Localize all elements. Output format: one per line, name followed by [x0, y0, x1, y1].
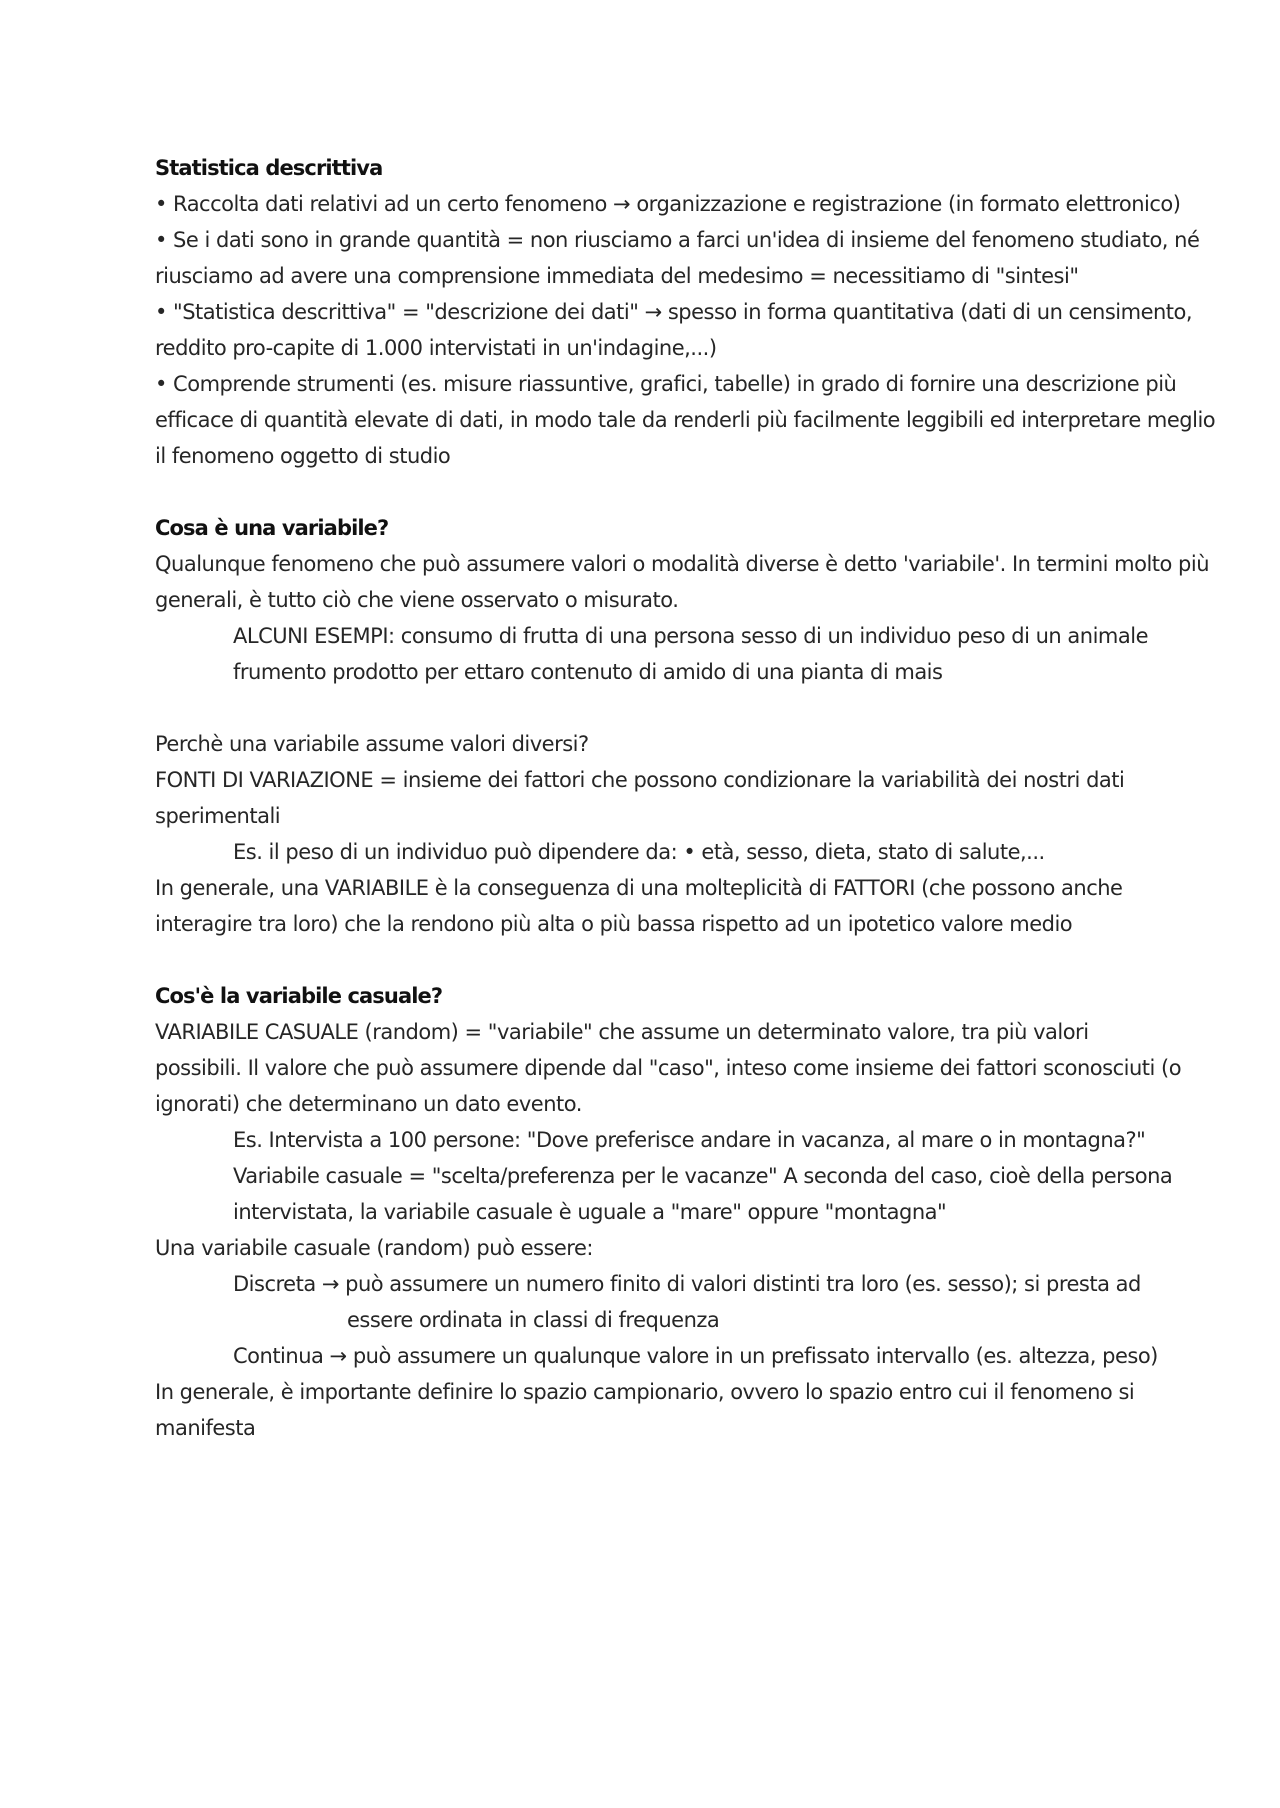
text-line: generali, è tutto ciò che viene osservato o misurato. [155, 588, 679, 612]
heading-variabile-casuale: Cos'è la variabile casuale? [155, 984, 443, 1008]
type-discreta-continued: essere ordinata in classi di frequenza [347, 1308, 720, 1332]
text-line: riusciamo ad avere una comprensione immediata del medesimo = necessitiamo di "sintesi" [155, 264, 1079, 288]
text-line: • "Statistica descrittiva" = "descrizione dei dati" → spesso in forma quantitativa (dati di un censimento, [155, 300, 1193, 324]
text-line: reddito pro-capite di 1.000 intervistati in un'indagine,...) [155, 336, 717, 360]
heading-statistica-descrittiva: Statistica descrittiva [155, 156, 383, 180]
example-line: Es. il peso di un individuo può dipendere da: • età, sesso, dieta, stato di salute,... [233, 840, 1045, 864]
text-line: il fenomeno oggetto di studio [155, 444, 451, 468]
examples-line: ALCUNI ESEMPI: consumo di frutta di una persona sesso di un individuo peso di un animale [233, 624, 1148, 648]
text-line: manifesta [155, 1416, 256, 1440]
type-continua: Continua → può assumere un qualunque valore in un prefissato intervallo (es. altezza, peso) [233, 1344, 1158, 1368]
text-line: efficace di quantità elevate di dati, in modo tale da renderli più facilmente leggibili ed interpretare meglio [155, 408, 1216, 432]
example-line: Variabile casuale = "scelta/preferenza per le vacanze" A seconda del caso, cioè della persona [233, 1164, 1173, 1188]
spacer [155, 474, 1155, 510]
text-line: • Comprende strumenti (es. misure riassuntive, grafici, tabelle) in grado di fornire una descrizione più [155, 372, 1177, 396]
examples-line: frumento prodotto per ettaro contenuto di amido di una pianta di mais [233, 660, 943, 684]
document-page [155, 150, 1216, 1446]
spacer [155, 942, 1155, 978]
text-line: In generale, una VARIABILE è la conseguenza di una molteplicità di FATTORI (che possono anche [155, 876, 1123, 900]
text-line: sperimentali [155, 804, 281, 828]
question-line: Perchè una variabile assume valori diversi? [155, 732, 589, 756]
text-line: FONTI DI VARIAZIONE = insieme dei fattori che possono condizionare la variabilità dei nostri dati [155, 768, 1125, 792]
text-line: ignorati) che determinano un dato evento. [155, 1092, 582, 1116]
text-line: Qualunque fenomeno che può assumere valori o modalità diverse è detto 'variabile'. In termini molto più [155, 552, 1210, 576]
heading-cosa-e-una-variabile: Cosa è una variabile? [155, 516, 389, 540]
text-line: interagire tra loro) che la rendono più alta o più bassa rispetto ad un ipotetico valore medio [155, 912, 1073, 936]
text-line: In generale, è importante definire lo spazio campionario, ovvero lo spazio entro cui il fenomeno si [155, 1380, 1135, 1404]
example-line: intervistata, la variabile casuale è uguale a "mare" oppure "montagna" [233, 1200, 947, 1224]
text-line: VARIABILE CASUALE (random) = "variabile" che assume un determinato valore, tra più valori [155, 1020, 1089, 1044]
text-line: • Se i dati sono in grande quantità = non riusciamo a farci un'idea di insieme del fenomeno studiato, né [155, 228, 1200, 252]
example-line: Es. Intervista a 100 persone: "Dove preferisce andare in vacanza, al mare o in montagna?" [233, 1128, 1146, 1152]
text-line: possibili. Il valore che può assumere dipende dal "caso", inteso come insieme dei fattori sconosciuti (o [155, 1056, 1182, 1080]
text-line: • Raccolta dati relativi ad un certo fenomeno → organizzazione e registrazione (in formato elettronico) [155, 192, 1181, 216]
type-discreta: Discreta → può assumere un numero finito di valori distinti tra loro (es. sesso); si presta ad [233, 1272, 1141, 1296]
text-line: Una variabile casuale (random) può essere: [155, 1236, 593, 1260]
spacer [155, 690, 1155, 726]
